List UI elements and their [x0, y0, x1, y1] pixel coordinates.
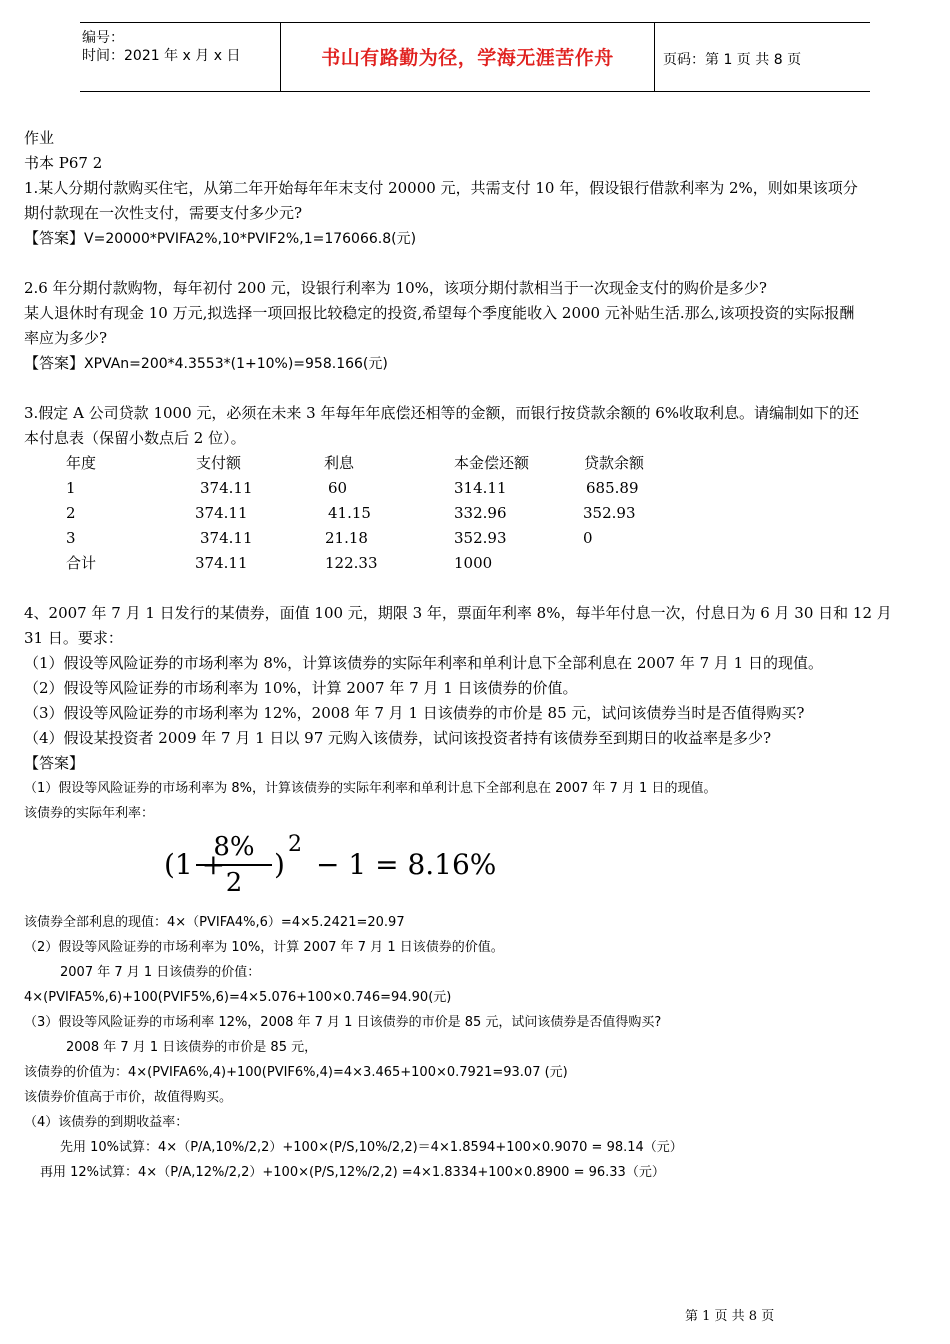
a4-title: （4）该债券的到期收益率： — [24, 1115, 189, 1130]
header-meta-cell — [80, 23, 281, 91]
table-cell: 122.33 — [325, 554, 378, 572]
table-cell: 41.15 — [328, 504, 371, 522]
table-cell: 21.18 — [325, 529, 368, 547]
q3-text-line: 3.假定 A 公司贷款 1000 元，必须在未来 3 年每年年底偿还相等的金额，而银行按贷款余额的 6%收取利息。请编制如下的还 — [24, 404, 860, 422]
table-row — [24, 526, 930, 551]
q2-answer — [24, 351, 930, 376]
table-cell: 374.11 — [200, 529, 253, 547]
q2-text-line: 2.6 年分期付款购物，每年初付 200 元，设银行利率为 10%，该项分期付款相当于一次现金支付的购价是多少? — [24, 279, 767, 297]
table-header-cell: 利息 — [324, 454, 355, 472]
table-header-row — [24, 451, 930, 476]
q2-text-line: 某人退休时有现金 10 万元,拟选择一项回报比较稳定的投资,希望每个季度能收入 2000 元补贴生活.那么,该项投资的实际报酬 — [24, 304, 855, 322]
table-header-cell: 贷款余额 — [584, 454, 645, 472]
section-title: 作业 — [24, 129, 55, 147]
table-header-cell: 本金偿还额 — [454, 454, 530, 472]
table-cell: 314.11 — [454, 479, 507, 497]
table-header-cell: 支付额 — [196, 454, 242, 472]
document-header — [80, 22, 870, 92]
table-total-row — [24, 551, 930, 576]
a1-label: 该债券的实际年利率： — [24, 806, 155, 821]
answer-tag: 【答案】 — [24, 754, 85, 772]
motto: 书山有路勤为径，学海无涯苦作舟 — [321, 47, 614, 69]
q4-requirement: （4）假设某投资者 2009 年 7 月 1 日以 97 元购入该债券，试问该投资者持有该债券至到期日的收益率是多少? — [24, 729, 772, 747]
a3-conclusion: 该债券价值高于市价，故值得购买。 — [24, 1090, 233, 1105]
a2-title: （2）假设等风险证券的市场利率为 10%，计算 2007 年 7 月 1 日该债券的价值。 — [24, 940, 504, 955]
table-cell: 332.96 — [454, 504, 507, 522]
q1-text-line: 期付款现在一次性支付，需要支付多少元? — [24, 204, 303, 222]
table-cell: 352.93 — [583, 504, 636, 522]
q2-text-line: 率应为多少? — [24, 329, 108, 347]
q3-text-line: 本付息表（保留小数点后 2 位）。 — [24, 429, 246, 447]
a4-trial-10: 先用 10%试算：4×（P/A,10%/2,2）+100×(P/S,10%/2,2)＝4×1.8594+100×0.9070 = 98.14（元） — [60, 1140, 683, 1155]
q4-requirement: （2）假设等风险证券的市场利率为 10%，计算 2007 年 7 月 1 日该债券的价值。 — [24, 679, 578, 697]
table-cell: 374.11 — [200, 479, 253, 497]
page-footer: 第 1 页 共 8 页 — [685, 1309, 775, 1324]
a2-calculation: 4×(PVIFA5%,6)+100(PVIF5%,6)=4×5.076+100×0.746=94.90(元) — [24, 990, 452, 1005]
formula-result: − 1 = 8.16% — [316, 848, 497, 881]
table-row — [24, 501, 930, 526]
q4-requirement: （1）假设等风险证券的市场利率为 8%，计算该债券的实际年利率和单利计息下全部利息在 2007 年 7 月 1 日的现值。 — [24, 654, 823, 672]
page-info: 页码：第 1 页 共 8 页 — [663, 52, 802, 68]
q1-text-line: 1.某人分期付款购买住宅，从第二年开始每年年末支付 20000 元，共需支付 10 年，假设银行借款利率为 2%，则如果该项分 — [24, 179, 858, 197]
table-row — [24, 476, 930, 501]
formula-right-paren: ) — [274, 848, 285, 881]
document-body — [24, 126, 930, 1185]
formula-numerator: 8% — [213, 832, 255, 862]
table-header-cell: 年度 — [66, 454, 97, 472]
table-cell: 60 — [328, 479, 348, 497]
a1-present-value: 该债券全部利息的现值：4×（PVIFA4%,6）=4×5.2421=20.97 — [24, 915, 405, 930]
table-cell: 2 — [66, 504, 76, 522]
table-cell: 685.89 — [586, 479, 639, 497]
q4-requirement: （3）假设等风险证券的市场利率为 12%，2008 年 7 月 1 日该债券的市价是 85 元，试问该债券当时是否值得购买? — [24, 704, 805, 722]
amortization-table — [24, 451, 930, 576]
a1-title: （1）假设等风险证券的市场利率为 8%，计算该债券的实际年利率和单利计息下全部利息在 2007 年 7 月 1 日的现值。 — [24, 781, 717, 796]
book-reference: 书本 P67 2 — [24, 154, 103, 172]
table-cell: 0 — [583, 529, 593, 547]
formula-left: (1 + — [164, 848, 226, 881]
a2-label: 2007 年 7 月 1 日该债券的价值： — [60, 965, 261, 980]
table-cell: 374.11 — [195, 554, 248, 572]
header-page-cell — [655, 23, 870, 91]
a3-title: （3）假设等风险证券的市场利率 12%，2008 年 7 月 1 日该债券的市价是 85 元，试问该债券是否值得购买? — [24, 1015, 662, 1030]
table-cell: 3 — [66, 529, 76, 547]
answer-formula: XPVAn=200*4.3553*(1+10%)=958.166(元) — [84, 356, 388, 372]
answer-tag: 【答案】 — [24, 354, 85, 372]
a3-market-price: 2008 年 7 月 1 日该债券的市价是 85 元， — [66, 1040, 318, 1055]
answer-formula: V=20000*PVIFA2%,10*PVIF2%,1=176066.8(元) — [84, 231, 417, 247]
a3-bond-value: 该债券的价值为：4×(PVIFA6%,4)+100(PVIF6%,4)=4×3.465+100×0.7921=93.07 (元) — [24, 1065, 568, 1080]
table-cell: 合计 — [66, 554, 97, 572]
formula-fraction — [196, 832, 272, 898]
a4-trial-12: 再用 12%试算：4×（P/A,12%/2,2）+100×(P/S,12%/2,2) =4×1.8334+100×0.8900 = 96.33（元） — [40, 1165, 665, 1180]
answer-tag: 【答案】 — [24, 229, 85, 247]
header-motto-cell — [281, 23, 655, 91]
table-cell: 374.11 — [195, 504, 248, 522]
formula-exponent: 2 — [288, 832, 302, 857]
q1-answer — [24, 226, 930, 251]
effective-rate-formula — [24, 826, 930, 910]
formula-denominator: 2 — [225, 868, 243, 898]
table-cell: 1000 — [454, 554, 493, 572]
q4-text-line: 4、2007 年 7 月 1 日发行的某债券，面值 100 元，期限 3 年，票面年利率 8%，每半年付息一次，付息日为 6 月 30 日和 12 月 — [24, 604, 892, 622]
date-label: 时间：2021 年 x 月 x 日 — [82, 48, 241, 64]
q4-text-line: 31 日。要求： — [24, 629, 123, 647]
serial-number-label: 编号： — [82, 30, 124, 46]
table-cell: 1 — [66, 479, 76, 497]
table-cell: 352.93 — [454, 529, 507, 547]
